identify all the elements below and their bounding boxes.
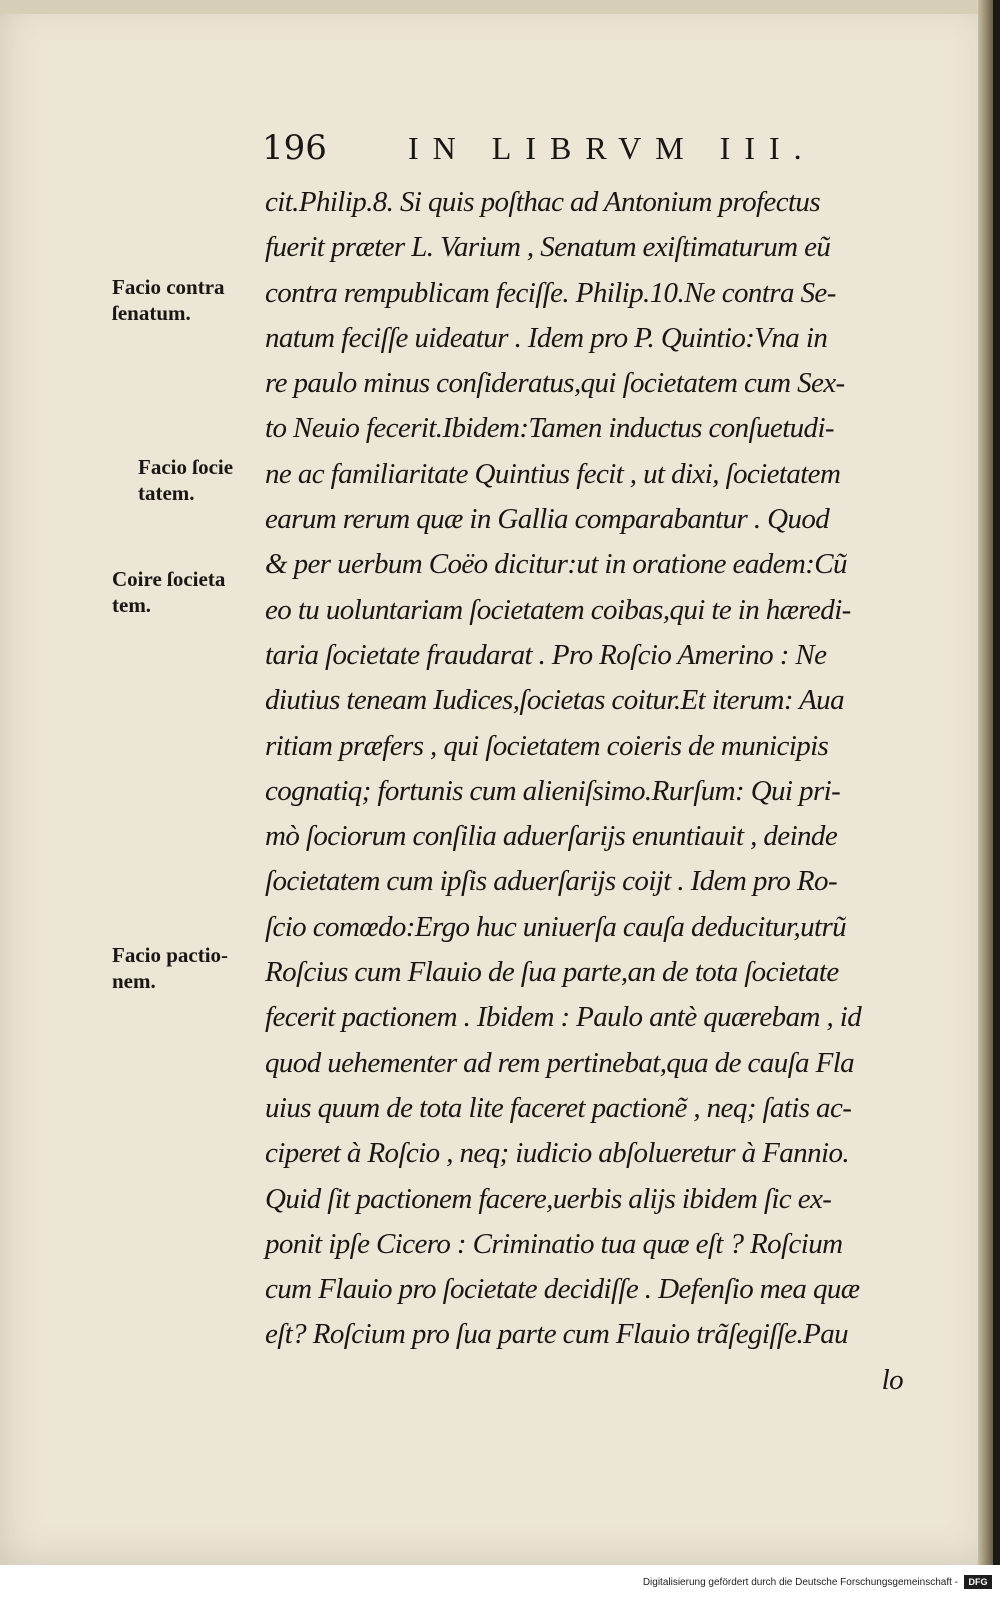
- marginal-note-line: Facio pactio-: [112, 943, 229, 967]
- page-right-edge: [978, 0, 993, 1565]
- text-line: taria ſocietate fraudarat . Pro Roſcio Amerino : Ne: [265, 638, 827, 671]
- text-line: cum Flauio pro ſocietate decidiſſe . Defenſio mea quæ: [265, 1273, 860, 1306]
- dfg-logo: DFG: [964, 1575, 992, 1589]
- marginal-note: [112, 942, 262, 994]
- text-line: fecerit pactionem . Ibidem : Paulo antè quærebam , id: [265, 1001, 862, 1034]
- text-line: re paulo minus conſideratus,qui ſocietatem cum Sex-: [265, 367, 845, 400]
- running-head: IN LIBRVM III.: [408, 130, 816, 166]
- marginal-note-line: tatem.: [138, 481, 195, 505]
- marginal-note-line: nem.: [112, 969, 156, 993]
- text-line: eſt? Roſcium pro ſua parte cum Flauio trãſegiſſe.Pau: [265, 1318, 849, 1351]
- marginal-note-line: Facio contra: [112, 275, 225, 299]
- body-text: [265, 180, 915, 1403]
- marginal-note-line: Coire ſocieta: [112, 567, 226, 591]
- text-line: ſcio comœdo:Ergo huc uniuerſa cauſa deducitur,utrũ: [265, 910, 847, 943]
- text-line: cit.Philip.8. Si quis poſthac ad Antonium profectus: [265, 186, 821, 218]
- text-line: ritiam præfers , qui ſocietatem coieris de municipis: [265, 729, 829, 762]
- text-line: ſocietatem cum ipſis aduerſarijs coijt . Idem pro Ro-: [265, 865, 838, 898]
- text-line: to Neuio fecerit.Ibidem:Tamen inductus conſuetudi-: [265, 412, 834, 445]
- text-line: fuerit præter L. Varium , Senatum exiſtimaturum eũ: [265, 231, 831, 264]
- marginal-note: [112, 566, 262, 618]
- text-line: eo tu uoluntariam ſocietatem coibas,qui te in hæredi-: [265, 593, 851, 626]
- text-line: ne ac familiaritate Quintius fecit , ut dixi, ſocietatem: [265, 457, 841, 490]
- text-line: ponit ipſe Cicero : Criminatio tua quæ eſt ? Roſcium: [265, 1227, 843, 1260]
- page-top-edge: [0, 0, 993, 14]
- marginal-note-line: tem.: [112, 593, 152, 617]
- text-line: diutius teneam Iudices,ſocietas coitur.Et iterum: Aua: [265, 684, 844, 717]
- text-line: earum rerum quæ in Gallia comparabantur . Quod: [265, 503, 830, 536]
- text-line: quod uehementer ad rem pertinebat,qua de cauſa Fla: [265, 1046, 855, 1079]
- text-line: natum feciſſe uideatur . Idem pro P. Quintio:Vna in: [265, 321, 828, 354]
- text-line: uius quum de tota lite faceret pactionẽ , neq; ſatis ac-: [265, 1091, 852, 1124]
- text-line: cognatiq; fortunis cum alieniſsimo.Rurſum: Qui pri-: [265, 774, 841, 807]
- text-line: Quid ſit pactionem facere,uerbis alijs ibidem ſic ex-: [265, 1182, 832, 1215]
- marginal-note-line: ſenatum.: [112, 301, 191, 325]
- text-line: contra rempublicam feciſſe. Philip.10.Ne contra Se-: [265, 276, 836, 309]
- page-number: 196: [262, 128, 327, 168]
- text-line: mò ſociorum conſilia aduerſarijs enuntiauit , deinde: [265, 820, 838, 853]
- catchword: lo: [881, 1363, 903, 1396]
- text-line: ciperet à Roſcio , neq; iudicio abſolueretur à Fannio.: [265, 1137, 849, 1170]
- text-line: & per uerbum Coëo dicitur:ut in oratione eadem:Cũ: [265, 548, 847, 581]
- funding-credit: Digitalisierung gefördert durch die Deutsche Forschungsgemeinschaft -: [642, 1577, 958, 1588]
- marginal-note: [112, 274, 262, 326]
- marginal-note-line: Facio ſocie: [138, 455, 234, 479]
- text-line: Roſcius cum Flauio de ſua parte,an de tota ſocietate: [265, 956, 839, 989]
